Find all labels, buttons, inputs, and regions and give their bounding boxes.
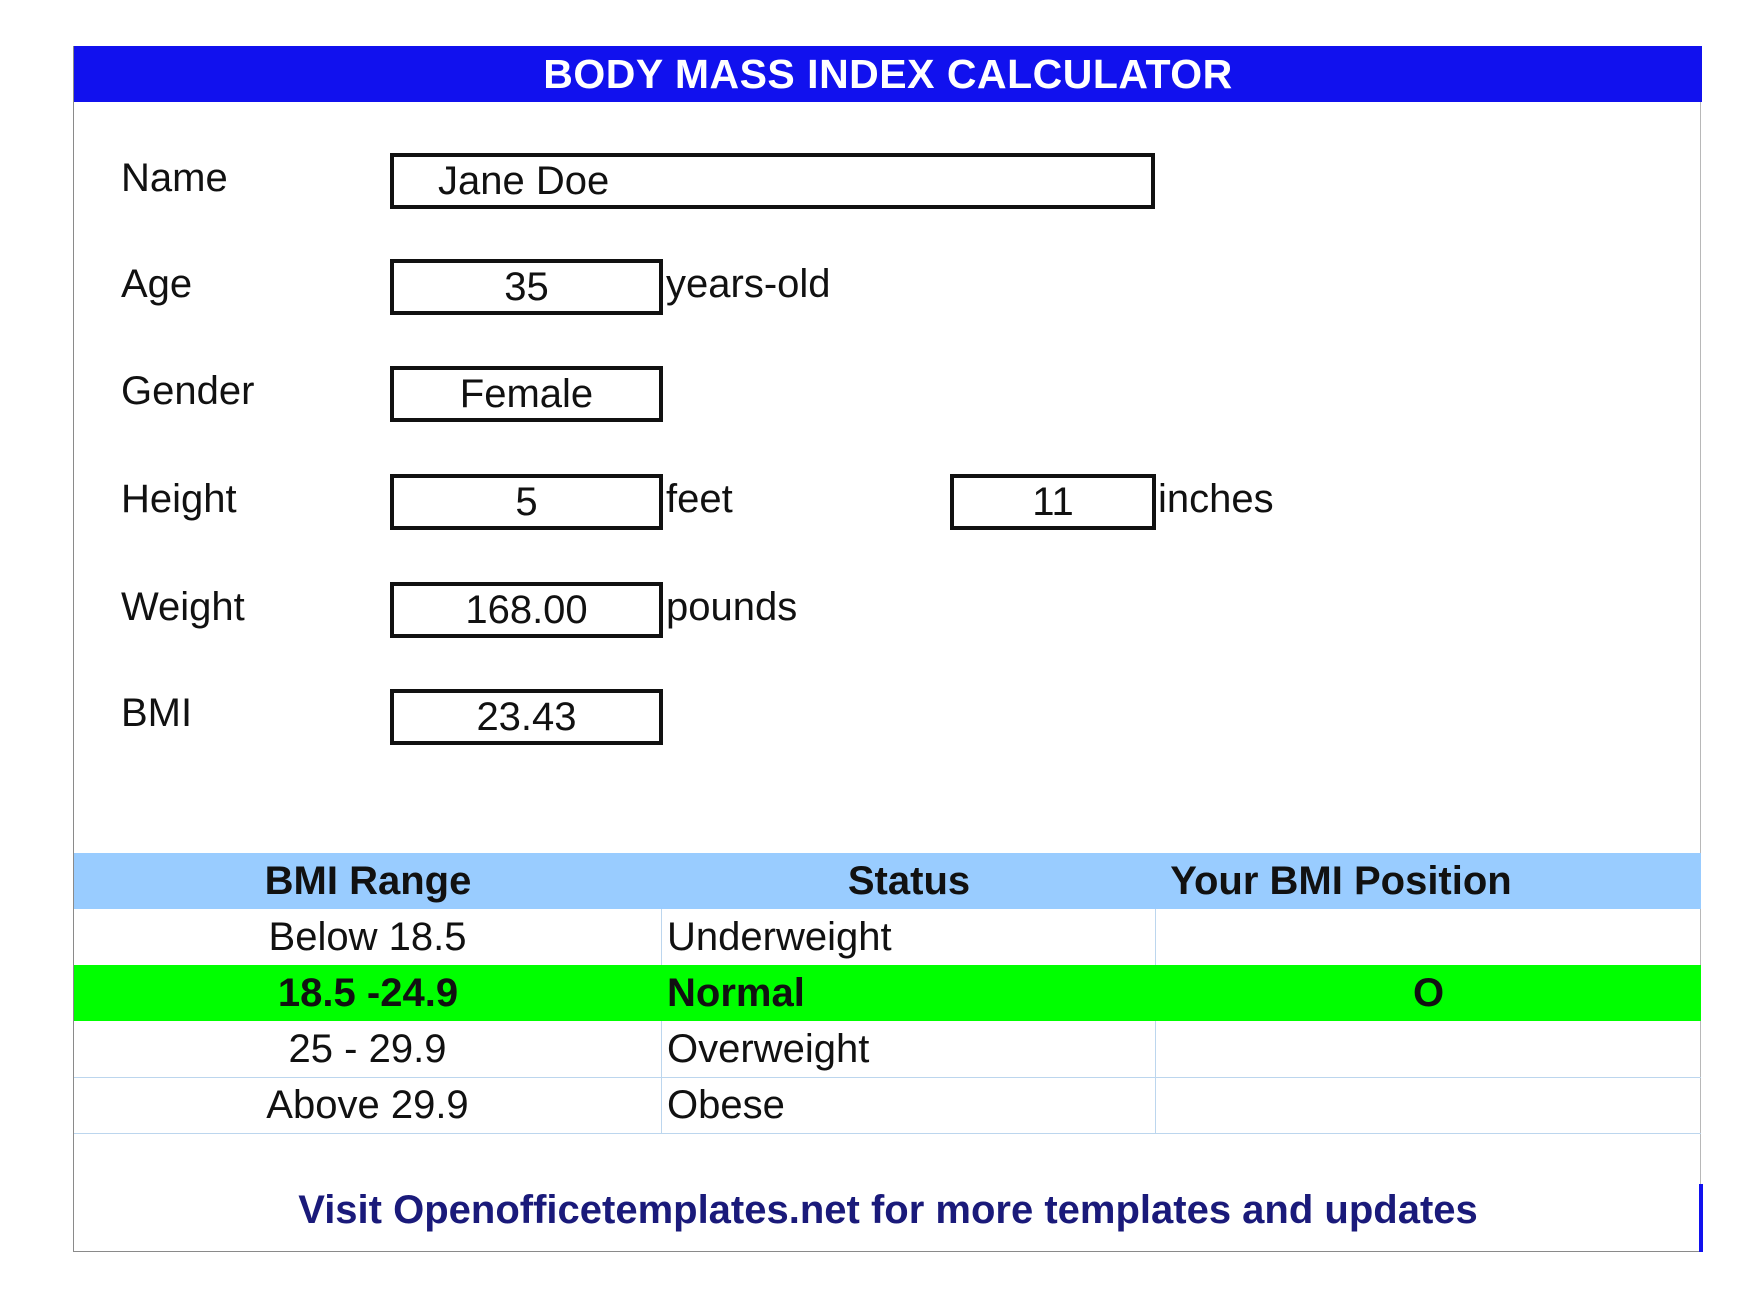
table-header-position: Your BMI Position <box>1170 858 1512 903</box>
age-label: Age <box>121 262 193 306</box>
height-inches-unit: inches <box>1158 477 1274 521</box>
table-row <box>74 909 1701 966</box>
name-label: Name <box>121 156 228 200</box>
weight-label: Weight <box>121 585 245 629</box>
bmi-result-field: 23.43 <box>390 689 663 745</box>
gender-field[interactable]: Female <box>390 366 663 422</box>
table-cell-range: 25 - 29.9 <box>74 1021 662 1077</box>
table-cell-position <box>1156 1077 1701 1133</box>
table-header-row <box>74 853 1701 909</box>
age-unit: years-old <box>666 262 831 306</box>
right-accent-bar <box>1699 1184 1703 1252</box>
table-cell-status: Overweight <box>662 1021 1156 1077</box>
height-feet-unit: feet <box>666 477 733 521</box>
height-feet-field[interactable]: 5 <box>390 474 663 530</box>
gender-label: Gender <box>121 369 255 413</box>
table-row <box>74 1077 1701 1134</box>
table-cell-range: 18.5 -24.9 <box>277 970 459 1015</box>
page-title: BODY MASS INDEX CALCULATOR <box>543 50 1233 97</box>
height-label: Height <box>121 477 237 521</box>
table-row-highlighted <box>74 965 1701 1021</box>
table-row <box>74 1021 1701 1078</box>
table-cell-status: Normal <box>667 970 805 1015</box>
bmi-position-marker: O <box>1412 970 1445 1015</box>
table-cell-range: Below 18.5 <box>74 909 662 965</box>
table-header-range: BMI Range <box>264 858 472 903</box>
table-cell-status: Underweight <box>662 909 1156 965</box>
weight-unit: pounds <box>666 585 798 629</box>
table-cell-position <box>1156 909 1701 965</box>
table-cell-status: Obese <box>662 1077 1156 1133</box>
name-field[interactable]: Jane Doe <box>390 153 1155 209</box>
weight-field[interactable]: 168.00 <box>390 582 663 638</box>
title-bar <box>74 46 1702 102</box>
footer-link[interactable]: Visit Openofficetemplates.net for more templates and updates <box>298 1188 1478 1232</box>
age-field[interactable]: 35 <box>390 259 663 315</box>
table-cell-position <box>1156 1021 1701 1077</box>
bmi-calculator-sheet <box>73 46 1701 1252</box>
height-inches-field[interactable]: 11 <box>950 474 1156 530</box>
table-header-status: Status <box>847 858 971 903</box>
table-cell-range: Above 29.9 <box>74 1077 662 1133</box>
bmi-label: BMI <box>121 691 193 735</box>
footer-link-row <box>74 1188 1702 1233</box>
